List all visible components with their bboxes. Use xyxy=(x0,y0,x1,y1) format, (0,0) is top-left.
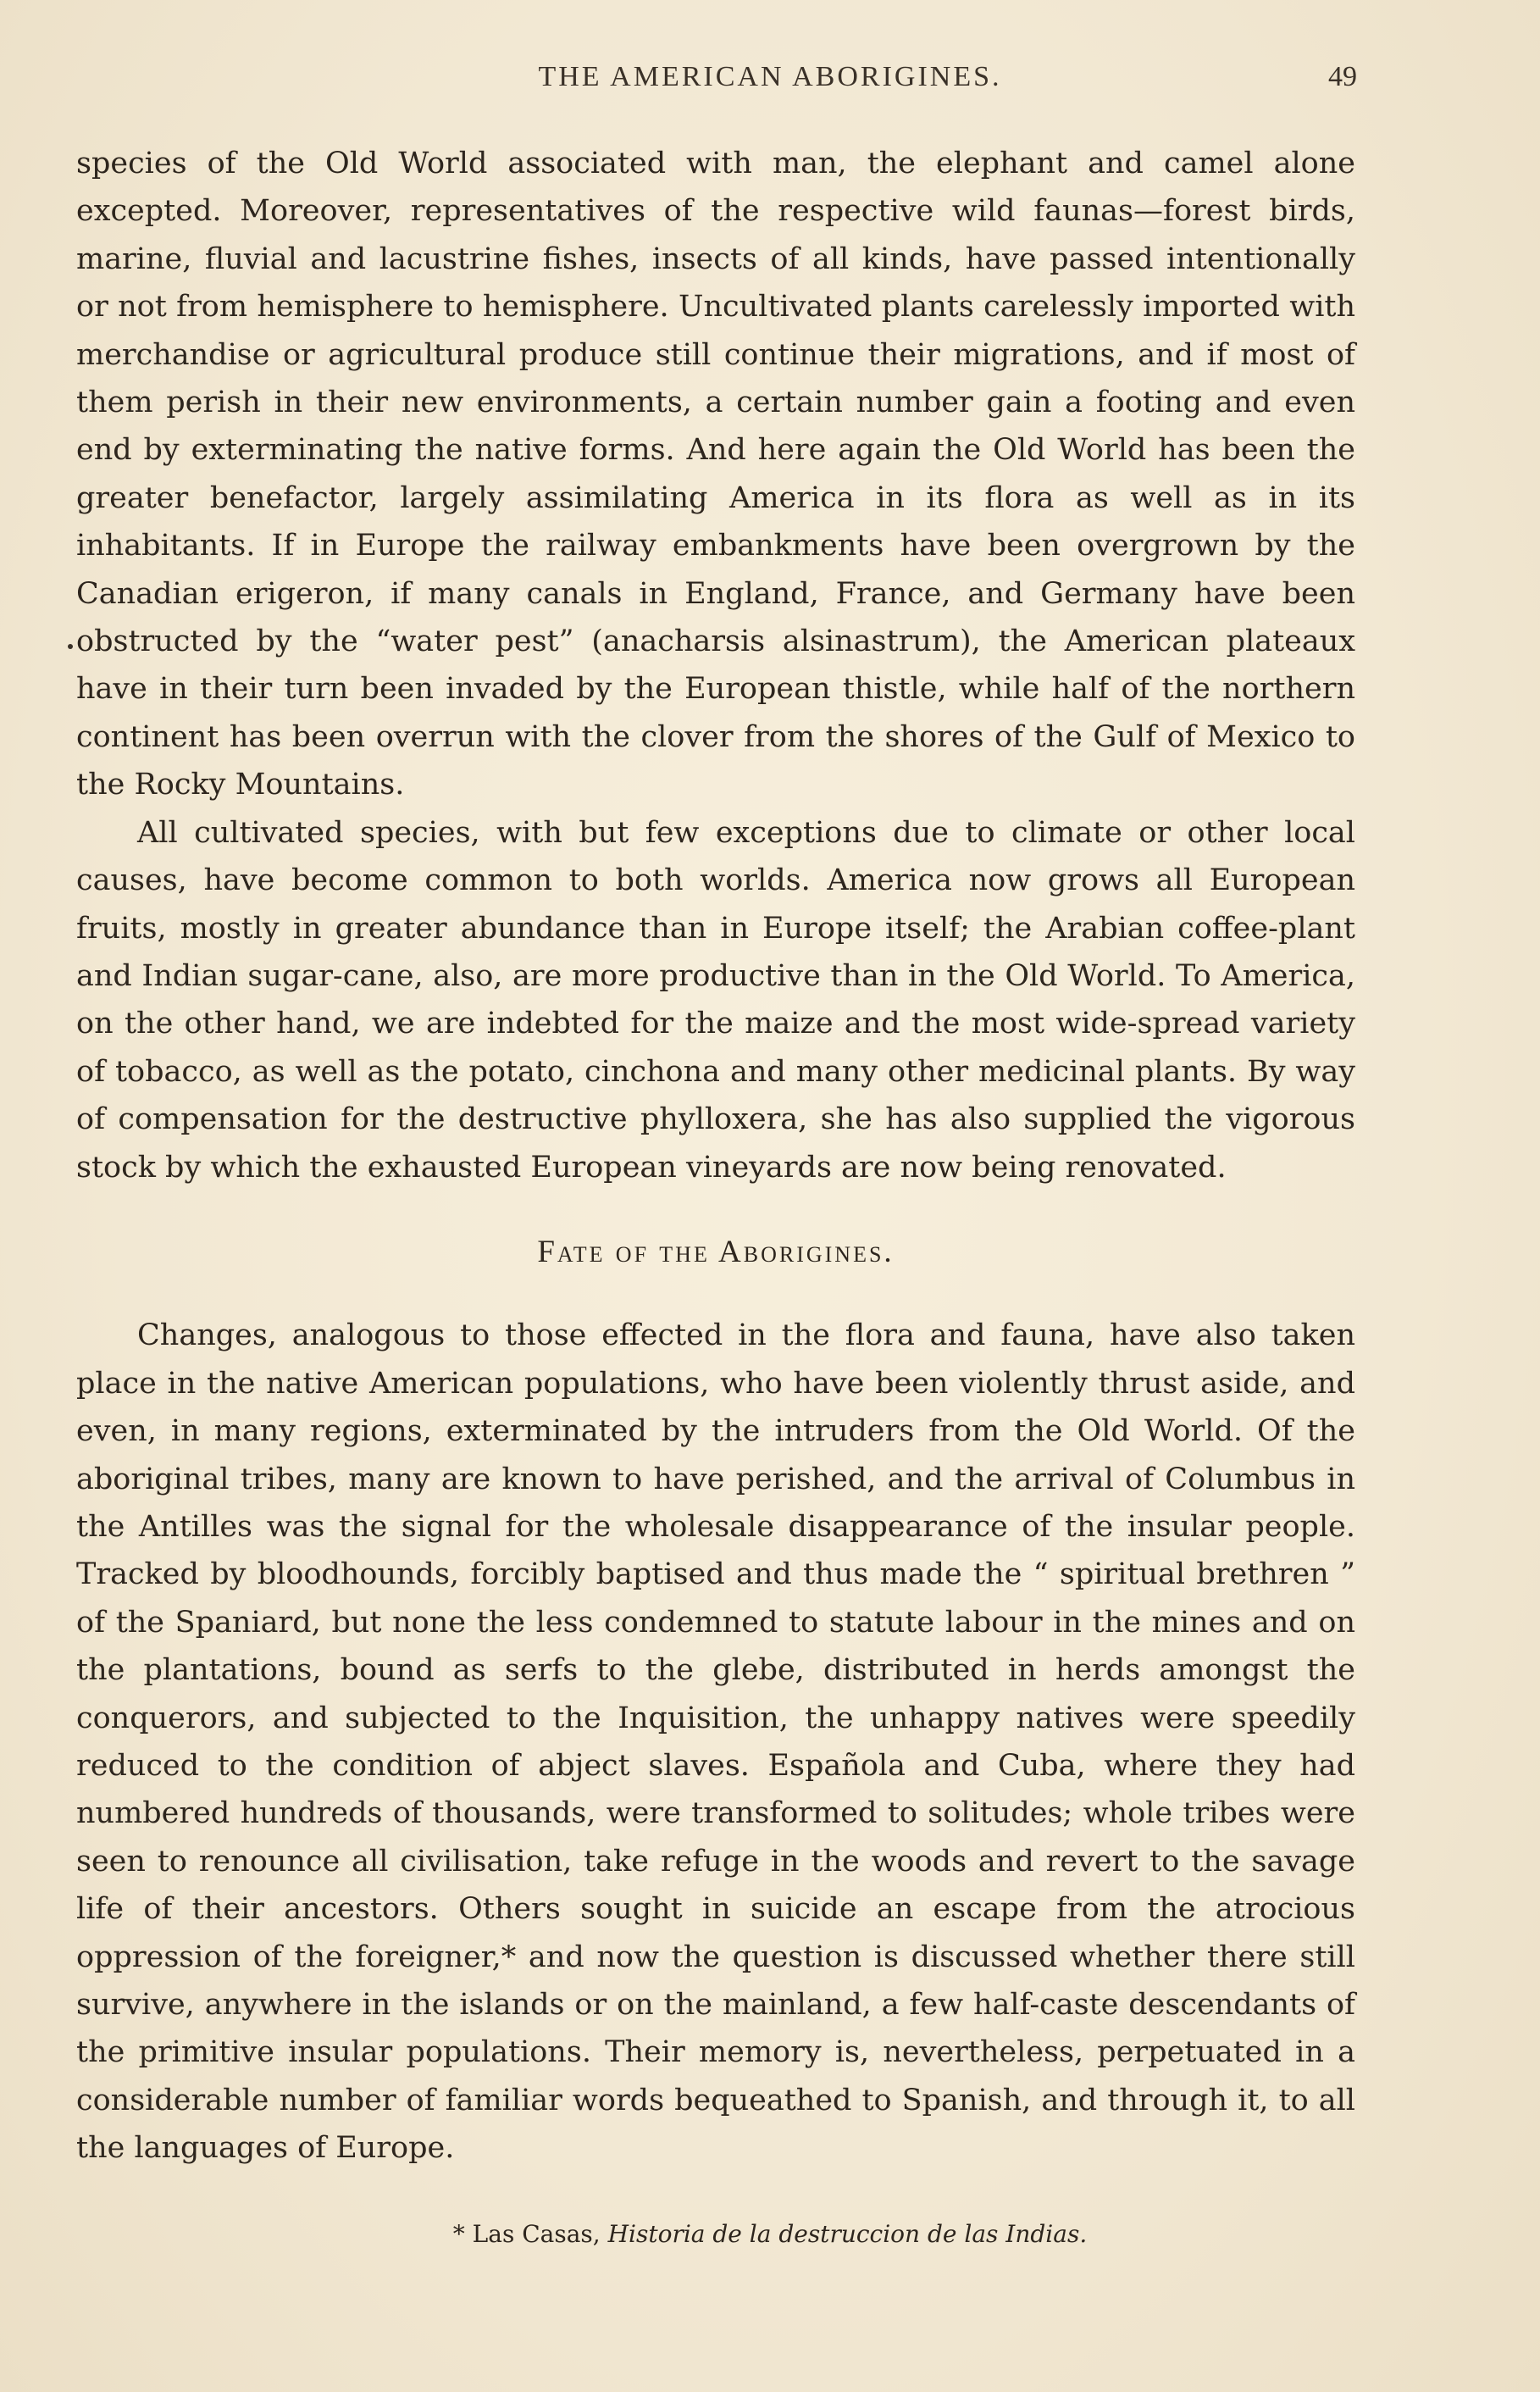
page-number: 49 xyxy=(1328,61,1357,92)
footnote-citation: Historia de la destruccion de las Indias. xyxy=(607,2220,1088,2248)
paragraph-1: species of the Old World associated with man, the elephant and camel alone excepted. Moreover, representatives of the respective wild faunas—forest birds, marine, fluvial and lacustrine fishes, insects of all kinds, have passed intentionally or not from hemisphere to hemisphere. Uncultivated plants carelessly imported with merchandise or agricultural produce still continue their migrations, and if most of them perish in their new environments, a certain number gain a footing and even end by exterminating the native forms. And here again the Old World has been the greater benefactor, largely assimilating America in its flora as well as in its inhabitants. If in Europe the railway embankments have been overgrown by the Canadian erigeron, if many canals in England, France, and Germany have been obstructed by the “water pest” (anacharsis alsinastrum), the American plateaux have in their turn been invaded by the European thistle, while half of the northern continent has been overrun with the clover from the shores of the Gulf of Mexico to the Rocky Mountains. xyxy=(76,147,1355,802)
footnote-marker: * Las Casas, xyxy=(452,2220,601,2248)
running-head: THE AMERICAN ABORIGINES. xyxy=(538,61,1002,92)
paragraph-3: Changes, analogous to those effected in the flora and fauna, have also taken place in the native American populations, who have been violently thrust aside, and even, in many regions, exterminated by the intruders from the Old World. Of the aboriginal tribes, many are known to have perished, and the arrival of Columbus in the Antilles was the signal for the wholesale disappearance of the insular people. Tracked by bloodhounds, forcibly baptised and thus made the “ spiritual brethren ” of the Spaniard, but none the less condemned to statute labour in the mines and on the plantations, bound as serfs to the glebe, distributed in herds amongst the conquerors, and subjected to the Inquisition, the unhappy natives were speedily reduced to the condition of abject slaves. Española and Cuba, where they had numbered hundreds of thousands, were transformed to solitudes; whole tribes were seen to renounce all civilisation, take refuge in the woods and revert to the savage life of their ancestors. Others sought in suicide an escape from the atrocious oppression of the foreigner,* and now the question is discussed whether there still survive, anywhere in the islands or on the mainland, a few half-caste descendants of the primitive insular populations. Their memory is, nevertheless, perpetuated in a considerable number of familiar words bequeathed to Spanish, and through it, to all the languages of Europe. xyxy=(76,1318,1355,2166)
body-text xyxy=(76,140,1355,2173)
footnote xyxy=(0,2220,1540,2248)
paragraph-2: All cultivated species, with but few exceptions due to climate or other local causes, have become common to both worlds. America now grows all European fruits, mostly in greater abundance than in Europe itself; the Arabian coffee-plant and Indian sugar-cane, also, are more productive than in the Old World. To America, on the other hand, we are indebted for the maize and the most wide-spread variety of tobacco, as well as the potato, cinchona and many other medicinal plants. By way of compensation for the destructive phylloxera, she has also supplied the vigorous stock by which the exhausted European vineyards are now being renovated. xyxy=(76,815,1355,1185)
page-header xyxy=(0,54,1540,105)
section-title xyxy=(76,1229,1355,1276)
margin-mark xyxy=(68,644,73,649)
section-title-text: Fate of the Aborigines. xyxy=(537,1234,895,1269)
